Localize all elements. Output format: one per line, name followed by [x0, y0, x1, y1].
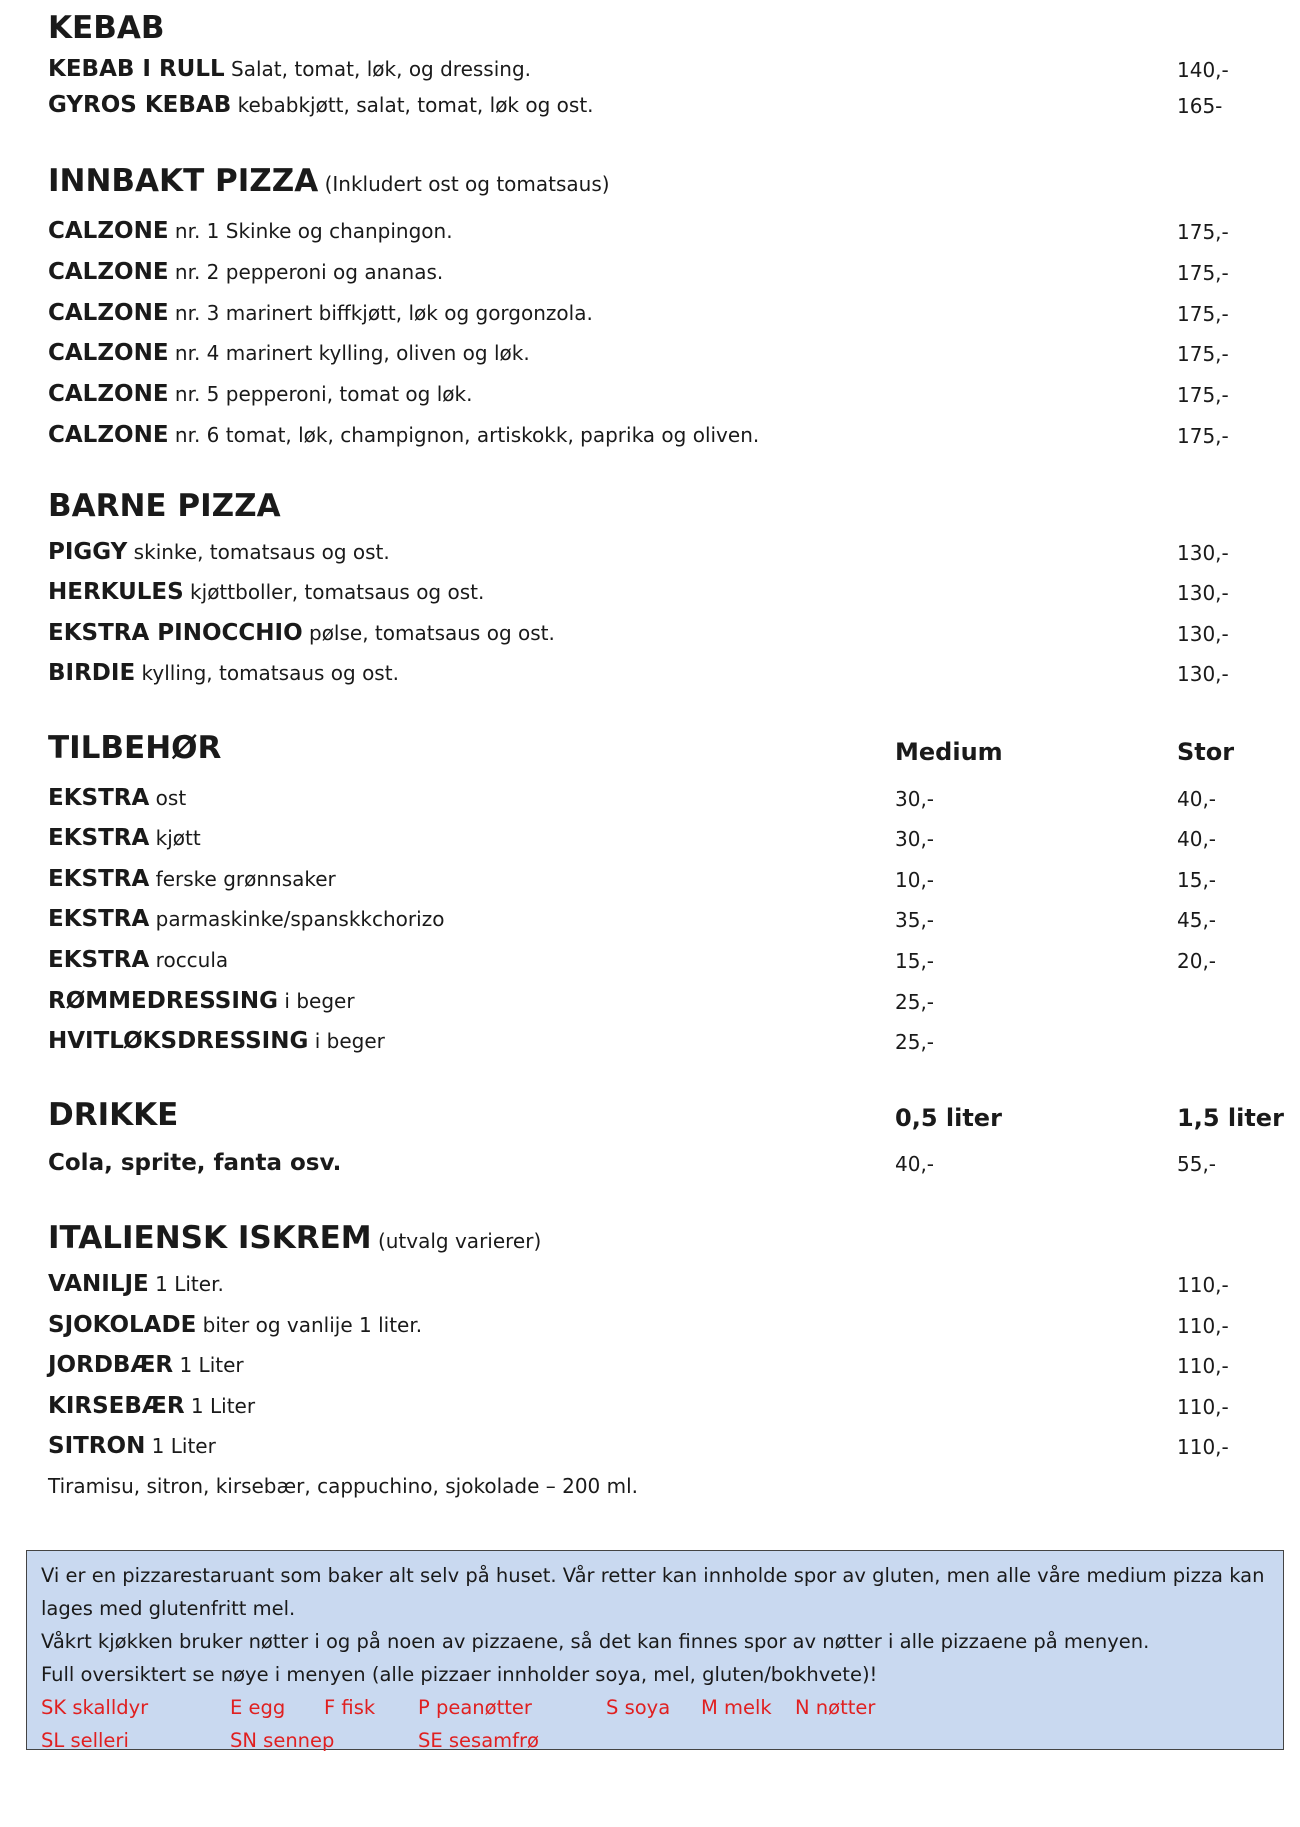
- item-name: EKSTRA: [48, 785, 150, 811]
- item-desc: 1 Liter: [184, 1394, 256, 1418]
- section-title-kebab: KEBAB: [48, 10, 165, 46]
- allergen-row: [41, 1724, 1269, 1757]
- item-name: SITRON: [48, 1433, 146, 1459]
- menu-row: [48, 1271, 1248, 1307]
- allergen-peanuts: P peanøtter: [418, 1696, 532, 1719]
- column-header-medium: Medium: [895, 738, 1003, 766]
- menu-row: [48, 1433, 1248, 1469]
- allergen-row: [41, 1691, 1269, 1724]
- item-desc: nr. 2 pepperoni og ananas.: [168, 260, 444, 284]
- item-price: 175,-: [1177, 342, 1229, 366]
- item-name: HERKULES: [48, 579, 184, 605]
- item-desc: nr. 4 marinert kylling, oliven og løk.: [168, 341, 530, 365]
- item-desc: 1 Liter.: [148, 1272, 224, 1296]
- item-desc: parmaskinke/spanskkchorizo: [149, 907, 445, 931]
- item-price-stor: 15,-: [1177, 868, 1217, 892]
- column-header-1-5-liter: 1,5 liter: [1177, 1104, 1284, 1132]
- item-name: KIRSEBÆR: [48, 1393, 185, 1419]
- item-price: 110,-: [1177, 1273, 1229, 1297]
- item-name: JORDBÆR: [48, 1352, 174, 1378]
- item-name: CALZONE: [48, 422, 169, 448]
- item-name: EKSTRA: [48, 825, 150, 851]
- item-desc: roccula: [149, 948, 229, 972]
- item-price: 130,-: [1177, 622, 1229, 646]
- item-price-small: 40,-: [895, 1152, 935, 1176]
- info-line: Våkrt kjøkken bruker nøtter i og på noen av pizzaene, så det kan finnes spor av nøtter i alle pizzaene på menyen.: [41, 1630, 1150, 1653]
- item-desc: 1 Liter: [145, 1434, 216, 1458]
- item-price-medium: 10,-: [895, 868, 935, 892]
- allergen-mustard: SN sennep: [230, 1729, 335, 1752]
- menu-row: [48, 300, 1248, 336]
- item-price-medium: 15,-: [895, 949, 935, 973]
- item-desc: nr. 3 marinert biffkjøtt, løk og gorgonzola.: [168, 301, 593, 325]
- menu-row: [48, 92, 1248, 128]
- item-price-medium: 30,-: [895, 787, 935, 811]
- section-subtitle: (Inkludert ost og tomatsaus): [318, 172, 610, 196]
- allergen-fish: F fisk: [324, 1696, 376, 1719]
- item-price: 175,-: [1177, 383, 1229, 407]
- allergen-info-box: [26, 1550, 1284, 1750]
- info-line: Full oversiktert se nøye i menyen (alle pizzaer innholder soya, mel, gluten/bokhvete)!: [41, 1663, 878, 1686]
- allergen-milk: M melk: [701, 1696, 772, 1719]
- item-desc: kebabkjøtt, salat, tomat, løk og ost.: [231, 93, 594, 117]
- item-price-stor: 40,-: [1177, 827, 1217, 851]
- iskrem-note: Tiramisu, sitron, kirsebær, cappuchino, sjokolade – 200 ml.: [48, 1474, 639, 1498]
- menu-row: [48, 866, 1248, 902]
- item-price: 110,-: [1177, 1354, 1229, 1378]
- item-desc: Salat, tomat, løk, og dressing.: [224, 57, 532, 81]
- section-title-barne-pizza: BARNE PIZZA: [48, 488, 281, 524]
- item-desc: nr. 6 tomat, løk, champignon, artiskokk, paprika og oliven.: [168, 423, 760, 447]
- item-desc: ferske grønnsaker: [149, 867, 336, 891]
- item-desc: kjøtt: [149, 826, 201, 850]
- item-desc: ost: [149, 786, 187, 810]
- section-title-innbakt-pizza: [48, 163, 610, 199]
- item-desc: nr. 5 pepperoni, tomat og løk.: [168, 382, 473, 406]
- section-title-text: INNBAKT PIZZA: [48, 163, 319, 199]
- item-price: 175,-: [1177, 220, 1229, 244]
- item-desc: i beger: [308, 1029, 385, 1053]
- section-title-drikke: DRIKKE: [48, 1097, 179, 1133]
- item-price: 175,-: [1177, 424, 1229, 448]
- item-desc: skinke, tomatsaus og ost.: [127, 540, 390, 564]
- menu-row: [48, 1150, 1248, 1186]
- menu-row: [48, 825, 1248, 861]
- item-price: 110,-: [1177, 1395, 1229, 1419]
- item-price: 175,-: [1177, 302, 1229, 326]
- item-price-stor: 40,-: [1177, 787, 1217, 811]
- item-price: 175,-: [1177, 261, 1229, 285]
- section-title-text: ITALIENSK ISKREM: [48, 1220, 372, 1256]
- menu-row: [48, 340, 1248, 376]
- menu-row: [48, 1352, 1248, 1388]
- item-name: CALZONE: [48, 340, 169, 366]
- item-name: SJOKOLADE: [48, 1312, 197, 1338]
- item-desc: kjøttboller, tomatsaus og ost.: [183, 580, 485, 604]
- allergen-shellfish: SK skalldyr: [41, 1696, 149, 1719]
- item-name: CALZONE: [48, 218, 169, 244]
- item-name: RØMMEDRESSING: [48, 988, 279, 1014]
- menu-row: [48, 947, 1248, 983]
- menu-row: [48, 381, 1248, 417]
- item-price-medium: 30,-: [895, 827, 935, 851]
- item-desc: nr. 1 Skinke og chanpingon.: [168, 219, 453, 243]
- item-price-medium: 35,-: [895, 908, 935, 932]
- allergen-soy: S soya: [606, 1696, 671, 1719]
- item-name: BIRDIE: [48, 660, 136, 686]
- menu-row: [48, 259, 1248, 295]
- item-name: EKSTRA: [48, 947, 150, 973]
- section-title-italiensk-iskrem: [48, 1220, 541, 1256]
- allergen-egg: E egg: [230, 1696, 286, 1719]
- item-name: EKSTRA PINOCCHIO: [48, 620, 303, 646]
- item-name: EKSTRA: [48, 906, 150, 932]
- item-price: 130,-: [1177, 581, 1229, 605]
- menu-row: [48, 539, 1248, 575]
- item-price-stor: 45,-: [1177, 908, 1217, 932]
- allergen-celery: SL selleri: [41, 1729, 129, 1752]
- menu-row: [48, 56, 1248, 92]
- item-name: GYROS KEBAB: [48, 92, 232, 118]
- column-header-0-5-liter: 0,5 liter: [895, 1104, 1002, 1132]
- menu-row: [48, 620, 1248, 656]
- item-desc: i beger: [278, 989, 355, 1013]
- section-subtitle: (utvalg varierer): [371, 1229, 542, 1253]
- item-name: EKSTRA: [48, 866, 150, 892]
- item-price: 140,-: [1177, 58, 1229, 82]
- item-desc: pølse, tomatsaus og ost.: [302, 621, 555, 645]
- menu-row: [48, 1393, 1248, 1429]
- item-price: 130,-: [1177, 662, 1229, 686]
- item-price: 165-: [1177, 94, 1223, 118]
- item-name: PIGGY: [48, 539, 128, 565]
- item-name: CALZONE: [48, 300, 169, 326]
- item-price-stor: 20,-: [1177, 949, 1217, 973]
- item-price: 110,-: [1177, 1435, 1229, 1459]
- menu-row: [48, 1312, 1248, 1348]
- menu-row: [48, 988, 1248, 1024]
- menu-row: [48, 906, 1248, 942]
- info-line: Vi er en pizzarestaruant som baker alt selv på huset. Vår retter kan innholde spor av gluten, men alle våre medium pizza kan: [41, 1564, 1265, 1587]
- menu-row: [48, 785, 1248, 821]
- item-price-medium: 25,-: [895, 990, 935, 1014]
- menu-row: [48, 1028, 1248, 1064]
- item-name: CALZONE: [48, 381, 169, 407]
- item-name: CALZONE: [48, 259, 169, 285]
- info-line: lages med glutenfritt mel.: [41, 1597, 296, 1620]
- item-price: 130,-: [1177, 541, 1229, 565]
- item-price-medium: 25,-: [895, 1030, 935, 1054]
- item-desc: biter og vanlije 1 liter.: [196, 1313, 423, 1337]
- menu-row: [48, 660, 1248, 696]
- item-price: 110,-: [1177, 1314, 1229, 1338]
- item-price-large: 55,-: [1177, 1152, 1217, 1176]
- item-name: VANILJE: [48, 1271, 149, 1297]
- allergen-nuts: N nøtter: [795, 1696, 876, 1719]
- section-title-tilbehor: TILBEHØR: [48, 730, 222, 766]
- allergen-sesame: SE sesamfrø: [418, 1729, 539, 1752]
- item-name: KEBAB I RULL: [48, 56, 225, 82]
- item-name: Cola, sprite, fanta osv.: [48, 1150, 342, 1176]
- menu-row: [48, 218, 1248, 254]
- menu-row: [48, 422, 1248, 458]
- item-name: HVITLØKSDRESSING: [48, 1028, 309, 1054]
- item-desc: 1 Liter: [173, 1353, 244, 1377]
- item-desc: kylling, tomatsaus og ost.: [135, 661, 399, 685]
- column-header-stor: Stor: [1177, 738, 1235, 766]
- menu-row: [48, 579, 1248, 615]
